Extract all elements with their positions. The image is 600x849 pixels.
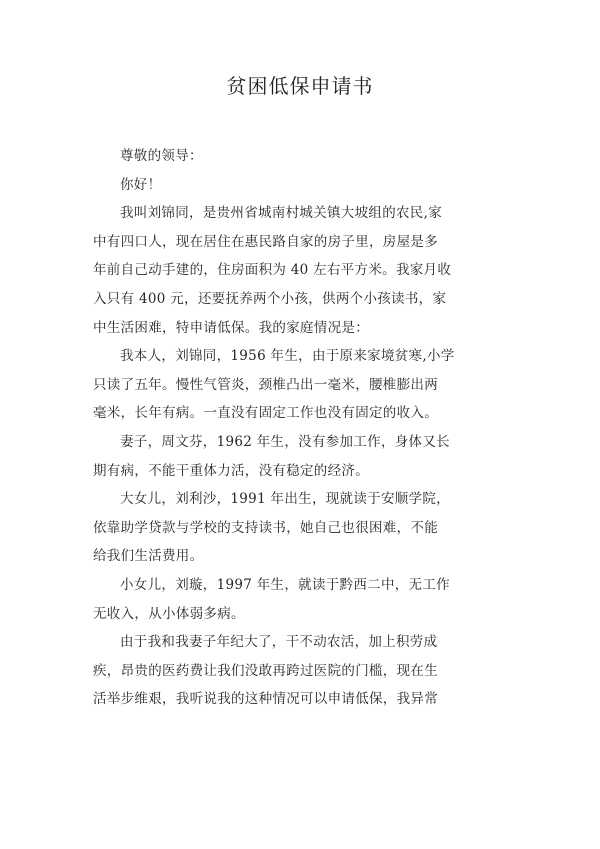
text-line: 大女儿，刘利沙，1991 年出生，现就读于安顺学院， bbox=[120, 491, 450, 508]
document-body bbox=[93, 142, 513, 714]
text-line: 给我们生活费用。 bbox=[93, 548, 204, 565]
text-line: 你好！ bbox=[120, 176, 162, 193]
text-line: 无收入，从小体弱多病。 bbox=[93, 605, 245, 622]
text-line: 毫米，长年有病。一直没有固定工作也没有固定的收入。 bbox=[93, 405, 438, 422]
text-line: 年前自己动手建的，住房面积为 40 左右平方米。我家月收 bbox=[93, 262, 452, 279]
text-line: 疾，昂贵的医药费让我们没敢再跨过医院的门槛，现在生 bbox=[93, 662, 438, 679]
text-line: 只读了五年。慢性气管炎，颈椎凸出一毫米，腰椎膨出两 bbox=[93, 376, 438, 393]
text-line: 活举步维艰，我听说我的这种情况可以申请低保，我异常 bbox=[93, 691, 438, 708]
text-line: 小女儿，刘璇，1997 年生，就读于黔西二中，无工作 bbox=[120, 576, 450, 593]
text-line: 中生活困难，特申请低保。我的家庭情况是： bbox=[93, 319, 369, 336]
text-line: 由于我和我妻子年纪大了，干不动农活，加上积劳成 bbox=[120, 634, 438, 651]
text-line: 妻子，周文芬，1962 年生，没有参加工作，身体又长 bbox=[120, 433, 450, 450]
text-line: 入只有 400 元，还要抚养两个小孩，供两个小孩读书，家 bbox=[93, 290, 447, 307]
text-line: 我本人，刘锦同，1956 年生，由于原来家境贫寒,小学 bbox=[120, 348, 455, 365]
text-line: 期有病，不能干重体力活，没有稳定的经济。 bbox=[93, 462, 369, 479]
text-line: 依靠助学贷款与学校的支持读书，她自己也很困难，不能 bbox=[93, 519, 438, 536]
text-line: 我叫刘锦同，是贵州省城南村城关镇大坡组的农民,家 bbox=[120, 205, 442, 222]
text-line: 尊敬的领导： bbox=[120, 148, 203, 164]
text-line: 中有四口人，现在居住在惠民路自家的房子里，房屋是多 bbox=[93, 233, 438, 250]
document-title: 贫困低保申请书 bbox=[226, 74, 374, 98]
